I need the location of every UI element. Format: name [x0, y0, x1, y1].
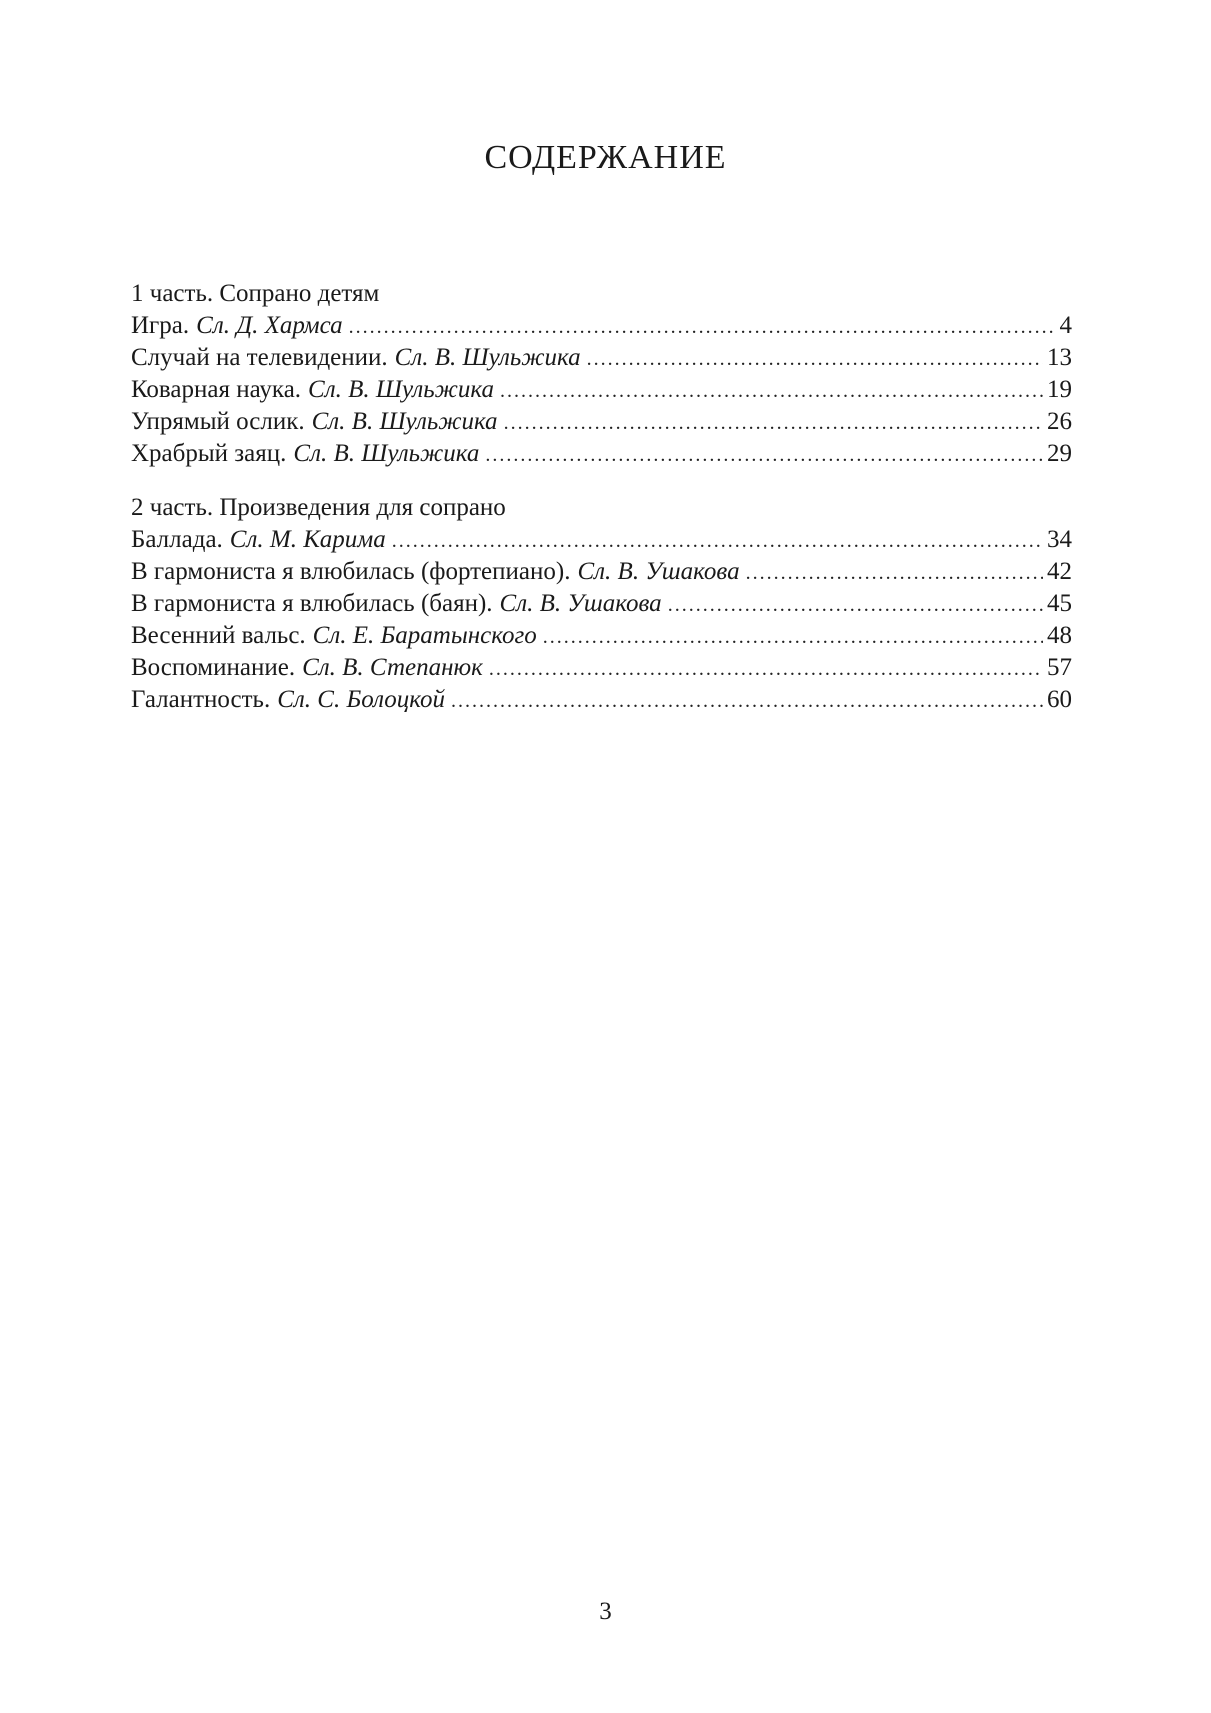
entry-title: В гармониста я влюбилась (фортепиано).: [131, 558, 571, 585]
dot-leader: [349, 311, 1056, 343]
toc-entry[interactable]: [131, 374, 1072, 406]
dot-leader: [485, 439, 1043, 471]
entry-page-number: 45: [1047, 590, 1072, 617]
entry-title: В гармониста я влюбилась (баян).: [131, 590, 493, 617]
dot-leader: [500, 375, 1043, 407]
toc-entry[interactable]: [131, 556, 1072, 588]
toc-entry[interactable]: [131, 684, 1072, 716]
entry-author: Сл. С. Болоцкой: [277, 686, 446, 713]
toc-entry[interactable]: [131, 588, 1072, 620]
entry-page-number: 26: [1047, 408, 1072, 435]
entry-page-number: 48: [1047, 622, 1072, 649]
entry-title: Воспоминание.: [131, 654, 296, 681]
entry-page-number: 60: [1047, 686, 1072, 713]
entry-page-number: 42: [1047, 558, 1072, 585]
entry-author: Сл. В. Шульжика: [394, 344, 581, 371]
entry-page-number: 34: [1047, 526, 1072, 553]
entry-title: Игра.: [131, 312, 190, 339]
entry-title: Весенний вальс.: [131, 622, 306, 649]
entry-page-number: 13: [1047, 344, 1072, 371]
entry-author: Сл. В. Шульжика: [293, 440, 480, 467]
toc-section-part-1: [131, 278, 1072, 470]
entry-author: Сл. Е. Баратынского: [312, 622, 537, 649]
entry-page-number: 4: [1059, 312, 1072, 339]
toc-entry[interactable]: [131, 652, 1072, 684]
entry-author: Сл. М. Карима: [229, 526, 386, 553]
entry-author: Сл. В. Степанюк: [302, 654, 483, 681]
toc-entry[interactable]: [131, 524, 1072, 556]
entry-author: Сл. Д. Хармса: [196, 312, 343, 339]
entry-author: Сл. В. Шульжика: [308, 376, 494, 403]
section-heading: 1 часть. Сопрано детям: [131, 280, 380, 307]
entry-page-number: 29: [1047, 440, 1072, 467]
entry-author: Сл. В. Ушакова: [577, 558, 740, 585]
page-title: СОДЕРЖАНИЕ: [484, 139, 727, 176]
dot-leader: [587, 343, 1043, 375]
entry-title: Упрямый ослик.: [131, 408, 305, 435]
toc-entry[interactable]: [131, 342, 1072, 374]
entry-title: Случай на телевидении.: [131, 344, 388, 371]
dot-leader: [668, 589, 1043, 621]
dot-leader: [489, 653, 1043, 685]
dot-leader: [392, 525, 1043, 557]
toc-entry[interactable]: [131, 438, 1072, 470]
dot-leader: [543, 621, 1043, 653]
toc-entry[interactable]: [131, 406, 1072, 438]
entry-page-number: 57: [1047, 654, 1072, 681]
toc-entry[interactable]: [131, 620, 1072, 652]
entry-page-number: 19: [1047, 376, 1072, 403]
page-number: 3: [599, 1598, 612, 1625]
dot-leader: [746, 557, 1043, 589]
table-of-contents: [131, 278, 1072, 716]
toc-entry[interactable]: [131, 310, 1072, 342]
entry-author: Сл. В. Шульжика: [311, 408, 498, 435]
toc-section-part-2: [131, 492, 1072, 716]
entry-title: Баллада.: [131, 526, 223, 553]
entry-author: Сл. В. Ушакова: [499, 590, 662, 617]
dot-leader: [504, 407, 1043, 439]
section-heading: 2 часть. Произведения для сопрано: [131, 494, 506, 521]
dot-leader: [451, 685, 1043, 717]
entry-title: Храбрый заяц.: [131, 440, 287, 467]
entry-title: Коварная наука.: [131, 376, 302, 403]
entry-title: Галантность.: [131, 686, 271, 713]
